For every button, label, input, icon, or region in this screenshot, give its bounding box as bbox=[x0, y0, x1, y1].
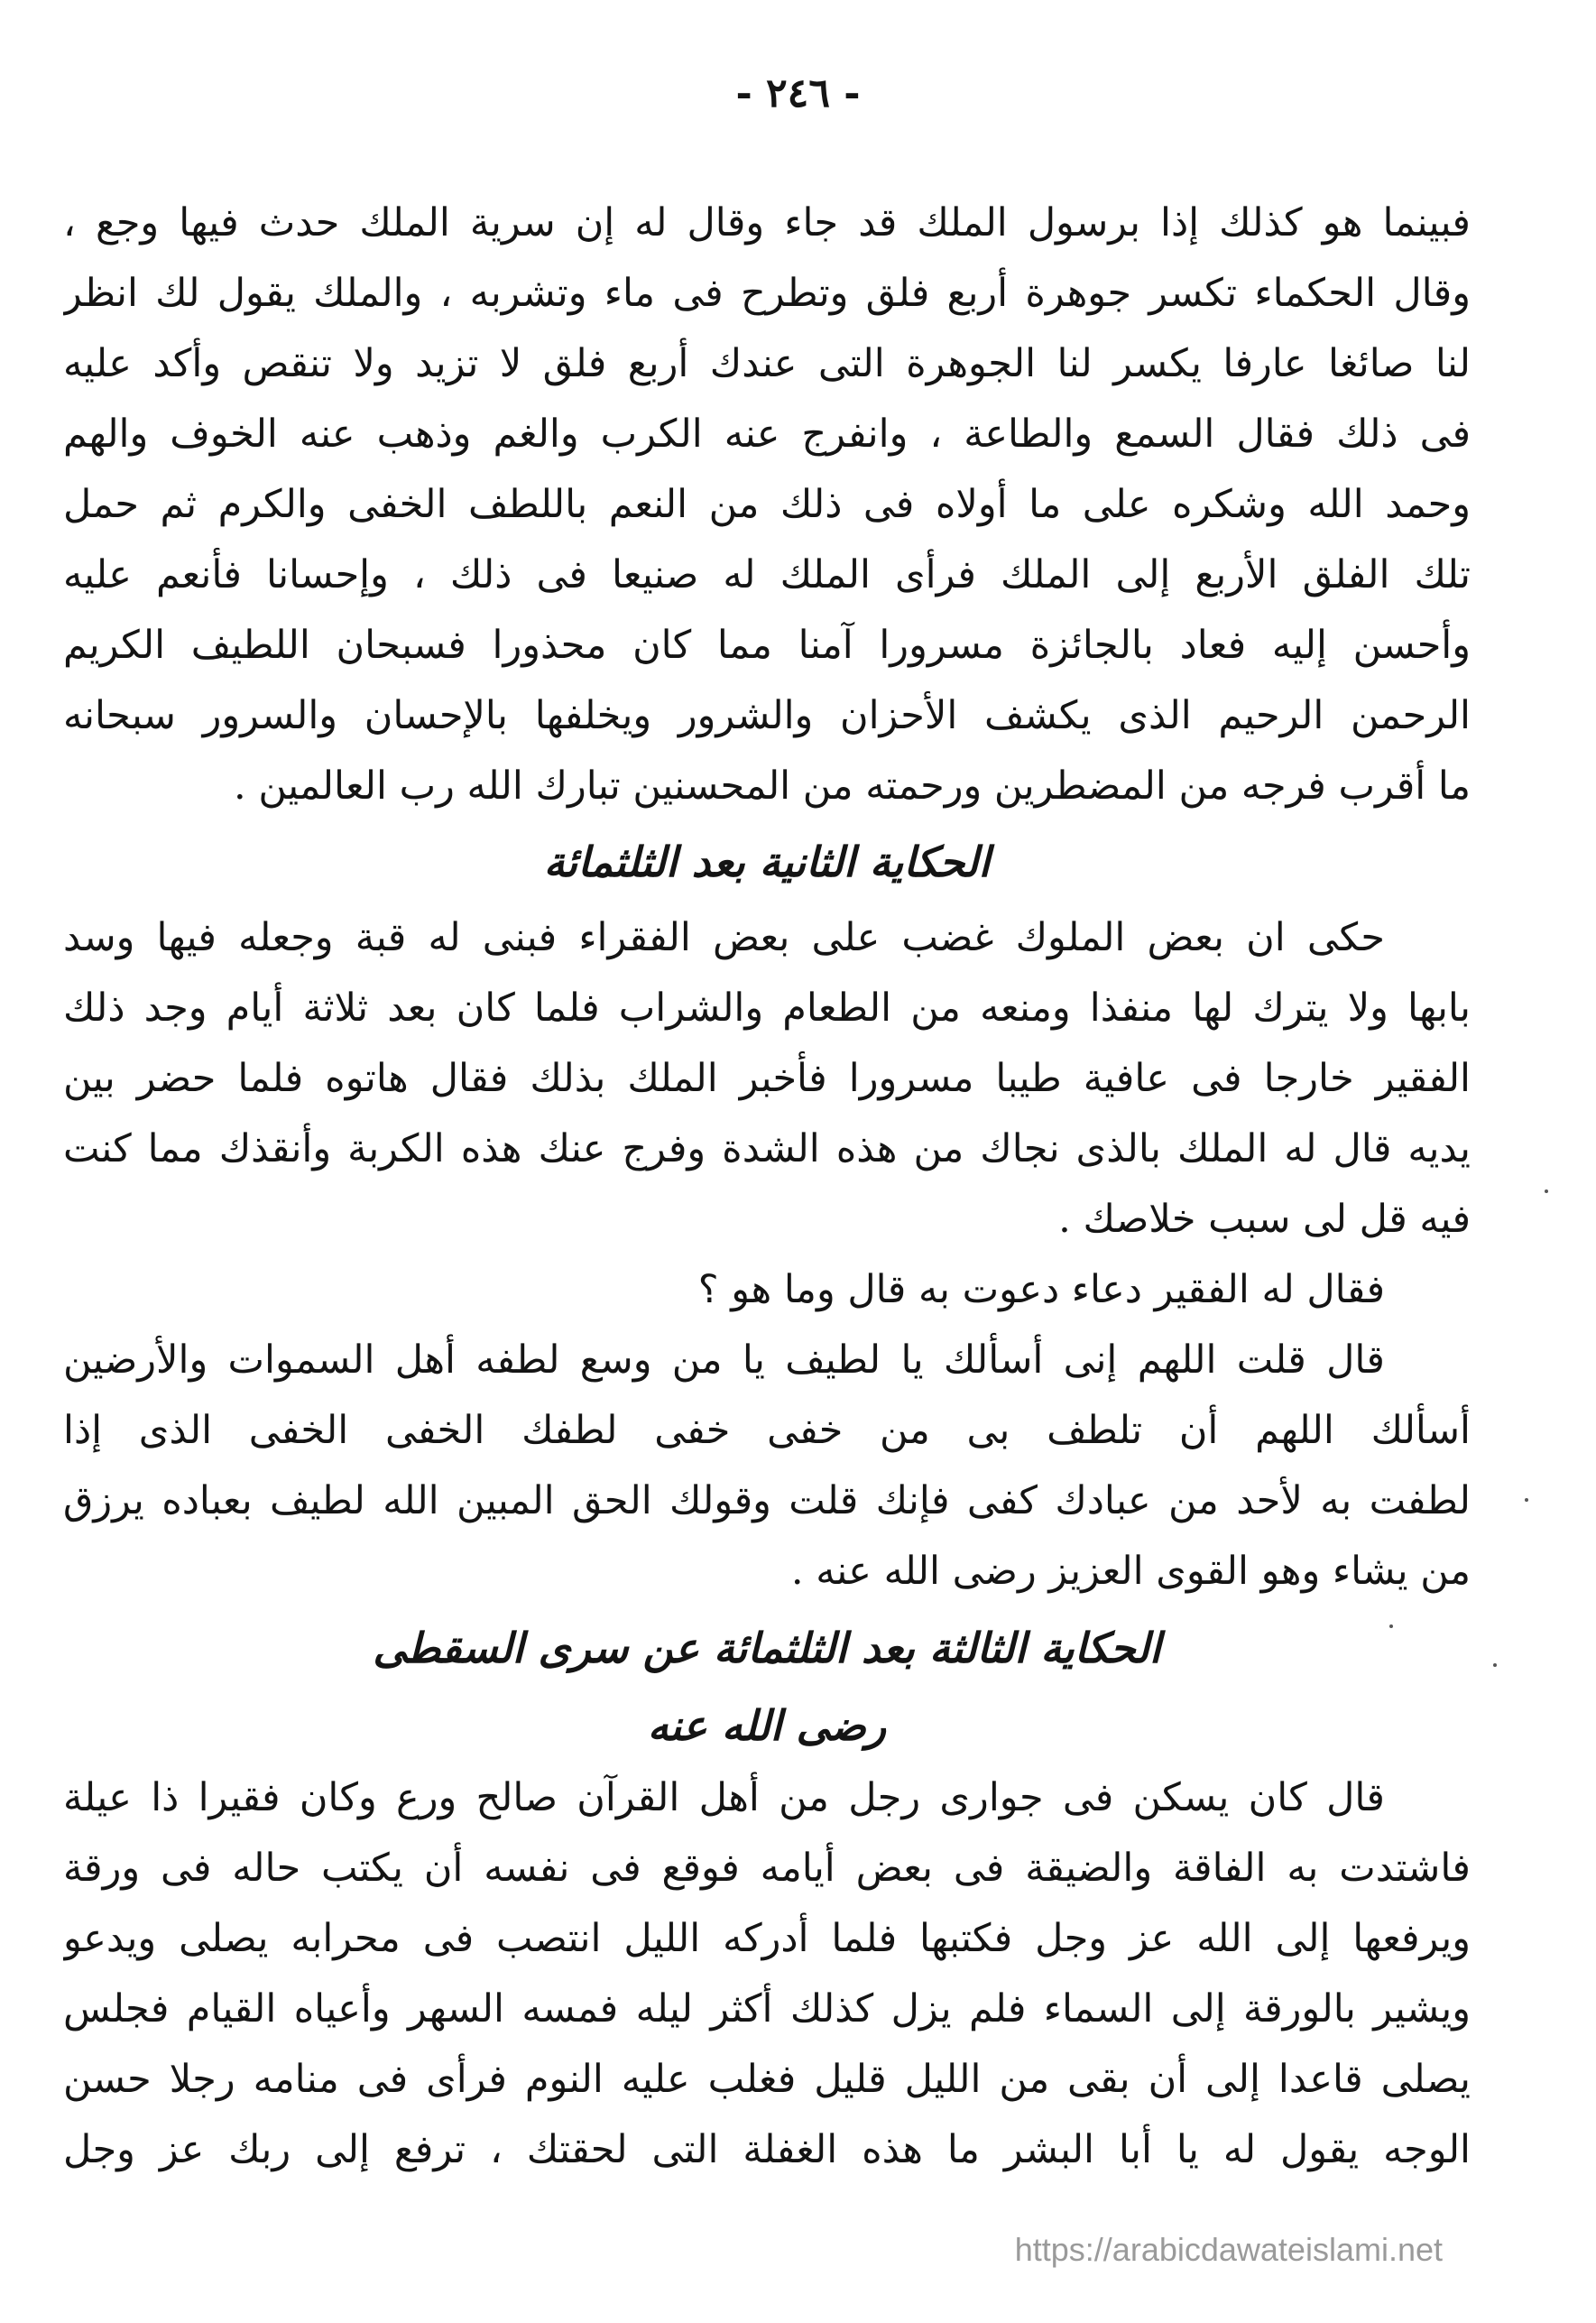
scan-speck bbox=[1389, 1624, 1393, 1628]
scan-speck bbox=[1545, 1189, 1548, 1193]
paragraph-block-2 bbox=[63, 902, 1471, 1606]
text-line: وقال الحكماء تكسر جوهرة أربع فلق وتطرح فى ماء وتشربه ، والملك يقول لك انظر bbox=[63, 271, 1471, 316]
watermark-url: https://arabicdawateislami.net bbox=[1014, 2231, 1443, 2268]
text-line: قال كان يسكن فى جوارى رجل من أهل القرآن صالح ورع وكان فقيرا ذا عيلة bbox=[63, 1775, 1385, 1820]
text-line: يديه قال له الملك بالذى نجاك من هذه الشدة وفرج عنك هذه الكربة وأنقذك مما كنت bbox=[63, 1126, 1471, 1171]
text-line: فبينما هو كذلك إذا برسول الملك قد جاء وقال له إن سرية الملك حدث فيها وجع ، bbox=[63, 200, 1471, 245]
section-heading-3 bbox=[63, 1609, 1471, 1764]
text-line: تلك الفلق الأربع إلى الملك فرأى الملك له صنيعا فى ذلك ، وإحسانا فأنعم عليه bbox=[63, 552, 1471, 597]
text-line: وحمد الله وشكره على ما أولاه فى ذلك من النعم باللطف الخفى والكرم ثم حمل bbox=[63, 482, 1471, 527]
text-line: فقال له الفقير دعاء دعوت به قال وما هو ؟ bbox=[697, 1267, 1385, 1312]
text-line: ويرفعها إلى الله عز وجل فكتبها فلما أدركه الليل انتصب فى محرابه يصلى ويدعو bbox=[63, 1916, 1471, 1961]
text-line: من يشاء وهو القوى العزيز رضى الله عنه . bbox=[790, 1549, 1471, 1594]
text-line: لنا صائغا عارفا يكسر لنا الجوهرة التى عندك أربع فلق لا تزيد ولا تنقص وأكد عليه bbox=[63, 341, 1471, 386]
scan-speck bbox=[1493, 1663, 1497, 1667]
text-line: الفقير خارجا فى عافية طيبا مسرورا فأخبر الملك بذلك فقال هاتوه فلما حضر بين bbox=[63, 1056, 1471, 1101]
story-title-continuation: رضى الله عنه bbox=[647, 1701, 887, 1750]
text-line: حكى ان بعض الملوك غضب على بعض الفقراء فبنى له قبة وجعله فيها وسد bbox=[63, 915, 1385, 960]
text-line: يصلى قاعدا إلى أن بقى من الليل قليل فغلب عليه النوم فرأى فى منامه رجلا حسن bbox=[63, 2057, 1471, 2102]
text-line: أسألك اللهم أن تلطف بى من خفى خفى لطفك الخفى الخفى الذى إذا bbox=[63, 1408, 1471, 1453]
text-line: ما أقرب فرجه من المضطرين ورحمته من المحسنين تبارك الله رب العالمين . bbox=[234, 764, 1471, 809]
page-number: - ٢٤٦ - bbox=[735, 70, 861, 116]
text-line: لطفت به لأحد من عبادك كفى فإنك قلت وقولك الحق المبين الله لطيف بعباده يرزق bbox=[63, 1478, 1471, 1523]
story-title: الحكاية الثانية بعد الثلثمائة bbox=[543, 838, 991, 886]
text-line: فيه قل لى سبب خلاصك . bbox=[1058, 1197, 1471, 1242]
section-heading-2 bbox=[63, 823, 1471, 901]
text-line: قال قلت اللهم إنى أسألك يا لطيف يا من وسع لطفه أهل السموات والأرضين bbox=[63, 1337, 1385, 1383]
paragraph-block-3 bbox=[63, 1763, 1471, 2185]
text-line: بابها ولا يترك لها منفذا ومنعه من الطعام والشراب فلما كان بعد ثلاثة أيام وجد ذلك bbox=[63, 986, 1471, 1031]
text-line: ويشير بالورقة إلى السماء فلم يزل كذلك أكثر ليله فمسه السهر وأعياه القيام فجلس bbox=[63, 1986, 1471, 2031]
text-line: فى ذلك فقال السمع والطاعة ، وانفرج عنه الكرب والغم وذهب عنه الخوف والهم bbox=[63, 412, 1471, 457]
text-line: الرحمن الرحيم الذى يكشف الأحزان والشرور ويخلفها بالإحسان والسرور سبحانه bbox=[63, 693, 1471, 738]
scan-speck bbox=[1525, 1498, 1528, 1502]
text-line: وأحسن إليه فعاد بالجائزة مسرورا آمنا مما كان محذورا فسبحان اللطيف الكريم bbox=[63, 623, 1471, 668]
text-line: فاشتدت به الفاقة والضيقة فى بعض أيامه فوقع فى نفسه أن يكتب حاله فى ورقة bbox=[63, 1846, 1471, 1891]
paragraph-block-1 bbox=[63, 188, 1471, 821]
text-line: الوجه يقول له يا أبا البشر ما هذه الغفلة التى لحقتك ، ترفع إلى ربك عز وجل bbox=[63, 2127, 1471, 2172]
story-title: الحكاية الثالثة بعد الثلثمائة عن سرى السقطى bbox=[373, 1624, 1161, 1672]
